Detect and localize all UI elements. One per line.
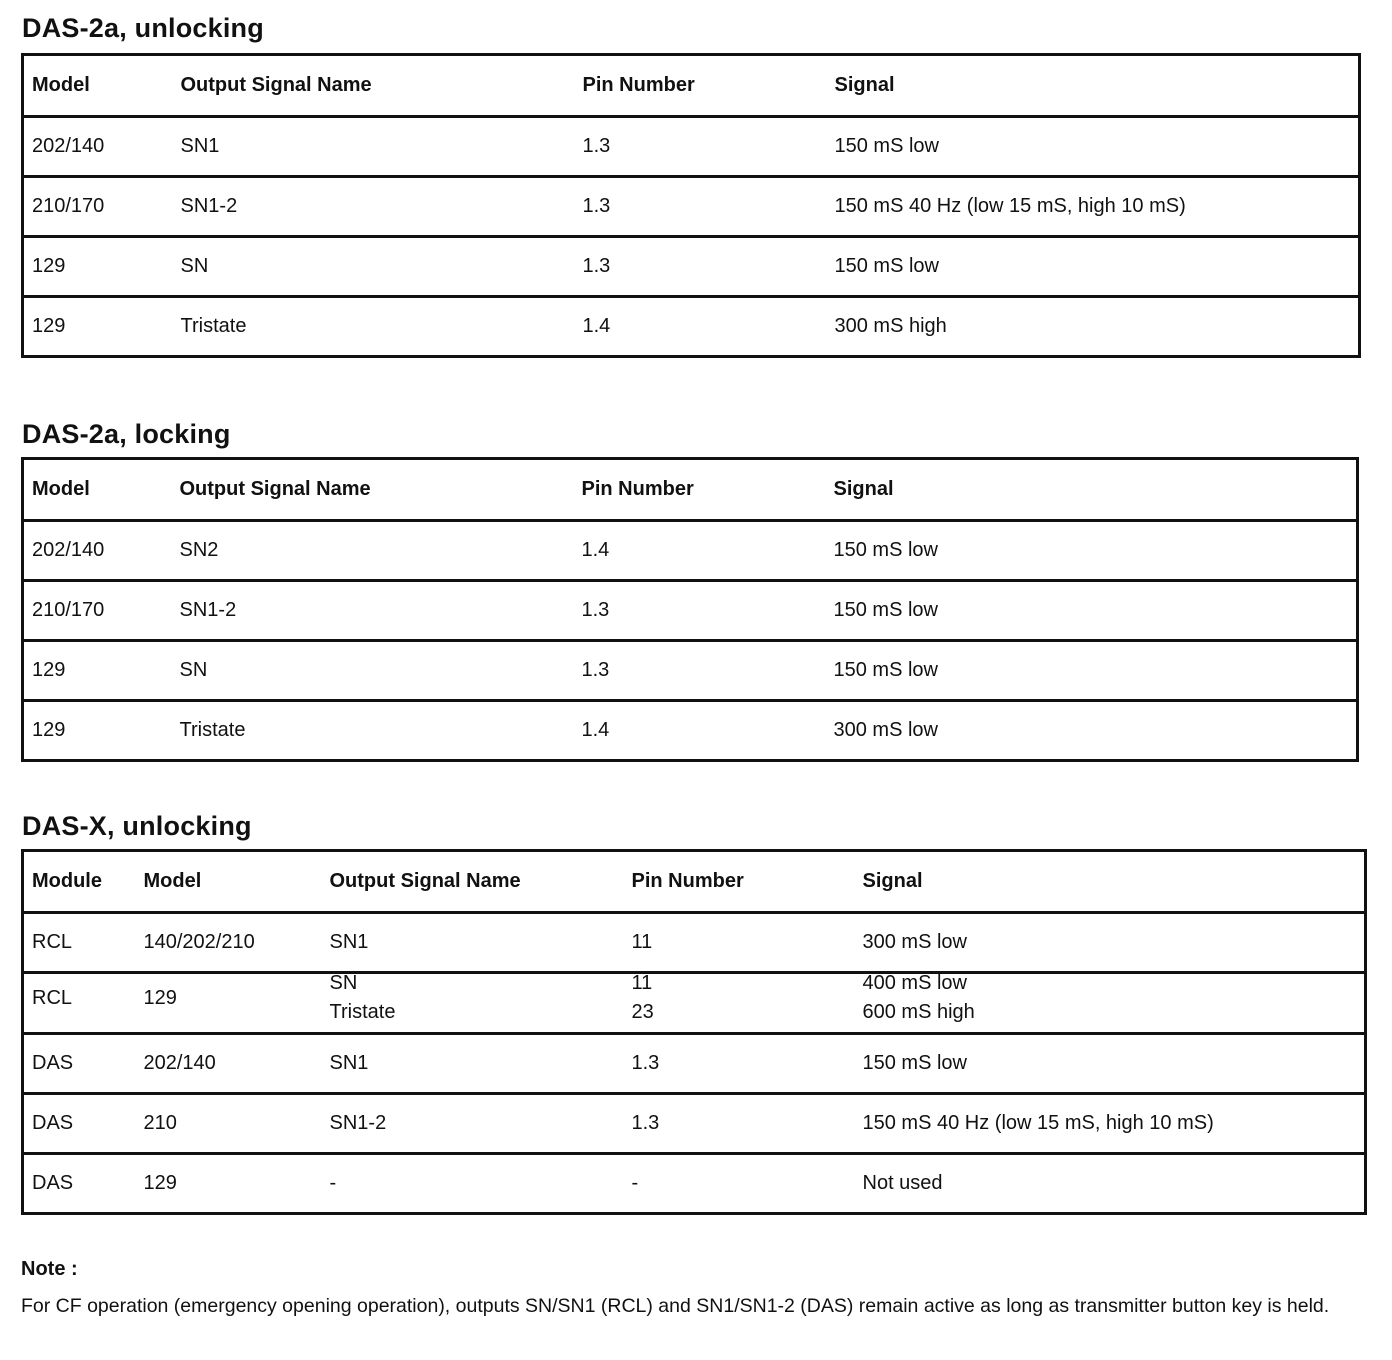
cell-output-signal-name: SN1 xyxy=(322,913,624,973)
cell-output-signal-name: - xyxy=(322,1154,624,1214)
cell-model: 129 xyxy=(136,1154,322,1214)
table-das2a-unlocking xyxy=(21,53,1361,358)
section-title-das2a-locking: DAS-2a, locking xyxy=(22,419,231,449)
header-pin-number: Pin Number xyxy=(581,478,694,500)
cell-pin-number: 1.3 xyxy=(575,177,827,237)
cell-signal: 300 mS low xyxy=(826,701,1358,761)
header-model: Model xyxy=(32,74,90,96)
cell-model: 129 xyxy=(136,973,322,1034)
table-dasx-unlocking xyxy=(21,849,1367,1215)
cell-model: 129 xyxy=(23,237,173,297)
table-header-row xyxy=(23,459,1358,521)
cell-signal: Not used xyxy=(855,1154,1366,1214)
cell-output-signal-name: Tristate xyxy=(173,297,575,357)
cell-signal: 150 mS 40 Hz (low 15 mS, high 10 mS) xyxy=(827,177,1360,237)
header-output-signal-name: Output Signal Name xyxy=(180,74,372,96)
header-output-signal-name: Output Signal Name xyxy=(179,478,371,500)
table-row xyxy=(23,237,1360,297)
cell-signal: 150 mS low xyxy=(826,521,1358,581)
cell-output-signal-name: SN1 xyxy=(322,1034,624,1094)
table-row xyxy=(23,701,1358,761)
cell-module: RCL xyxy=(23,913,136,973)
header-module: Module xyxy=(32,870,102,892)
header-output-signal-name: Output Signal Name xyxy=(329,870,521,892)
section-title-das2a-unlocking: DAS-2a, unlocking xyxy=(22,13,264,43)
cell-pin-number: 11 23 xyxy=(624,973,855,1034)
cell-pin-number: 11 xyxy=(624,913,855,973)
cell-model: 210/170 xyxy=(23,177,173,237)
cell-pin-number: 1.3 xyxy=(575,237,827,297)
cell-signal: 150 mS low xyxy=(827,237,1360,297)
table-row xyxy=(23,641,1358,701)
header-model: Model xyxy=(32,478,90,500)
header-pin-number: Pin Number xyxy=(631,870,744,892)
cell-pin-number: 1.4 xyxy=(574,521,826,581)
cell-output-signal-name: Tristate xyxy=(172,701,574,761)
cell-pin-number: 1.4 xyxy=(574,701,826,761)
cell-module: DAS xyxy=(23,1034,136,1094)
cell-model: 202/140 xyxy=(23,117,173,177)
cell-output-signal-name: SN1-2 xyxy=(322,1094,624,1154)
cell-model: 129 xyxy=(23,297,173,357)
header-signal: Signal xyxy=(833,478,894,500)
cell-signal: 150 mS low xyxy=(826,641,1358,701)
cell-pin-number: - xyxy=(624,1154,855,1214)
table-row xyxy=(23,581,1358,641)
cell-output-signal-name: SN2 xyxy=(172,521,574,581)
header-pin-number: Pin Number xyxy=(582,74,695,96)
cell-model: 140/202/210 xyxy=(136,913,322,973)
section-title-dasx-unlocking: DAS-X, unlocking xyxy=(22,811,252,841)
cell-model: 129 xyxy=(23,641,172,701)
cell-output-signal-name: SN1 xyxy=(173,117,575,177)
cell-signal: 150 mS low xyxy=(855,1034,1366,1094)
cell-pin-number: 1.4 xyxy=(575,297,827,357)
table-row xyxy=(23,177,1360,237)
cell-pin-number: 1.3 xyxy=(624,1094,855,1154)
table-row xyxy=(23,117,1360,177)
table-row xyxy=(23,1154,1366,1214)
table-row xyxy=(23,1034,1366,1094)
note-label: Note : xyxy=(21,1258,78,1280)
cell-module: DAS xyxy=(23,1154,136,1214)
cell-pin-number: 1.3 xyxy=(575,117,827,177)
cell-signal: 300 mS high xyxy=(827,297,1360,357)
cell-pin-number: 1.3 xyxy=(574,581,826,641)
cell-output-signal-name: SN1-2 xyxy=(173,177,575,237)
cell-signal: 400 mS low 600 mS high xyxy=(855,973,1366,1034)
cell-model: 129 xyxy=(23,701,172,761)
cell-model: 202/140 xyxy=(23,521,172,581)
table-row xyxy=(23,521,1358,581)
cell-pin-number: 1.3 xyxy=(574,641,826,701)
cell-module: DAS xyxy=(23,1094,136,1154)
cell-output-signal-name: SN xyxy=(172,641,574,701)
table-row xyxy=(23,973,1366,1034)
table-header-row xyxy=(23,55,1360,117)
cell-output-signal-name: SN xyxy=(173,237,575,297)
header-model: Model xyxy=(143,870,202,892)
cell-signal: 150 mS low xyxy=(826,581,1358,641)
cell-module: RCL xyxy=(23,973,136,1034)
cell-model: 202/140 xyxy=(136,1034,322,1094)
cell-pin-number: 1.3 xyxy=(624,1034,855,1094)
cell-signal: 150 mS low xyxy=(827,117,1360,177)
table-row xyxy=(23,297,1360,357)
header-signal: Signal xyxy=(862,870,923,892)
note-text: For CF operation (emergency opening operation), outputs SN/SN1 (RCL) and SN1/SN1-2 (DAS) remain active as long as transmitter button key is held. xyxy=(21,1295,1330,1317)
cell-model: 210 xyxy=(136,1094,322,1154)
table-das2a-locking xyxy=(21,457,1359,762)
cell-signal: 300 mS low xyxy=(855,913,1366,973)
cell-model: 210/170 xyxy=(23,581,172,641)
cell-output-signal-name: SN1-2 xyxy=(172,581,574,641)
table-header-row xyxy=(23,851,1366,913)
cell-output-signal-name: SN Tristate xyxy=(322,973,624,1034)
table-row xyxy=(23,1094,1366,1154)
cell-signal: 150 mS 40 Hz (low 15 mS, high 10 mS) xyxy=(855,1094,1366,1154)
header-signal: Signal xyxy=(834,74,895,96)
